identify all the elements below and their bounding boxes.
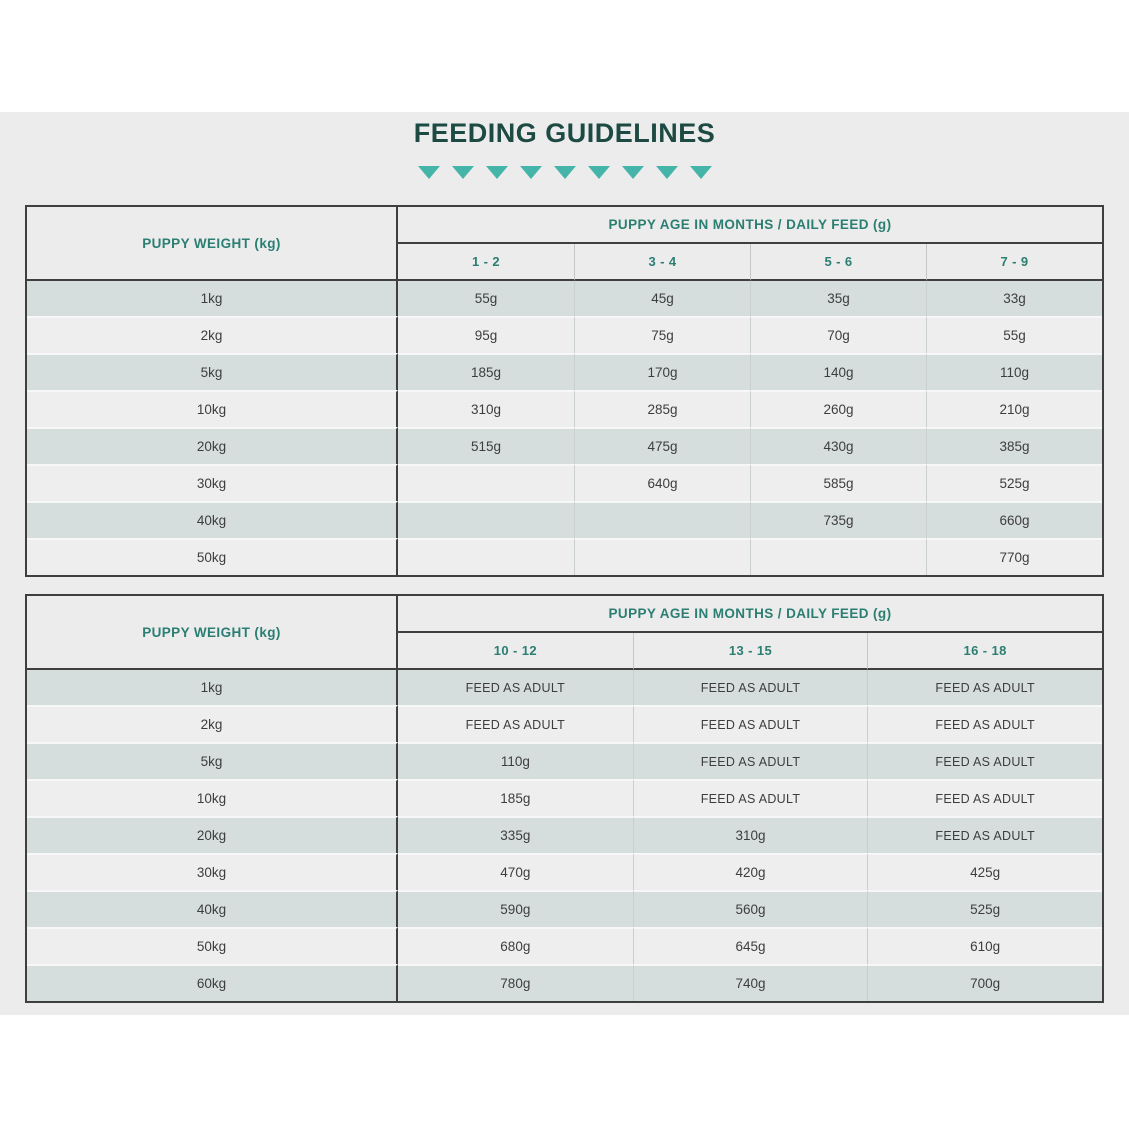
table-row (27, 353, 1102, 390)
weight-cell: 10kg (27, 779, 398, 816)
daily-feed-cell: 55g (398, 281, 574, 316)
daily-feed-cell: FEED AS ADULT (867, 816, 1102, 853)
daily-feed-cell: 185g (398, 779, 633, 816)
table-row (27, 390, 1102, 427)
weight-cell: 40kg (27, 501, 398, 538)
daily-feed-cell: 735g (750, 501, 926, 538)
feeding-table-months-10-18 (25, 594, 1104, 1003)
table-row (27, 316, 1102, 353)
table-row (27, 705, 1102, 742)
content-band (0, 112, 1129, 1015)
daily-feed-cell: FEED AS ADULT (867, 779, 1102, 816)
weight-cell: 5kg (27, 353, 398, 390)
daily-feed-cell: 525g (867, 890, 1102, 927)
daily-feed-cell: 110g (926, 353, 1102, 390)
daily-feed-cell (750, 538, 926, 575)
age-range-column-header: 7 - 9 (926, 244, 1102, 281)
table-row (27, 853, 1102, 890)
weight-cell: 50kg (27, 927, 398, 964)
daily-feed-cell: FEED AS ADULT (867, 670, 1102, 705)
daily-feed-cell: 740g (633, 964, 868, 1001)
daily-feed-cell (574, 538, 750, 575)
age-range-column-header: 13 - 15 (633, 633, 868, 670)
daily-feed-cell: 660g (926, 501, 1102, 538)
weight-cell: 1kg (27, 670, 398, 705)
daily-feed-cell: 140g (750, 353, 926, 390)
down-triangle-icon (690, 166, 712, 179)
daily-feed-cell: 285g (574, 390, 750, 427)
table-row (27, 427, 1102, 464)
table-row (27, 538, 1102, 575)
daily-feed-cell: 525g (926, 464, 1102, 501)
table-row (27, 816, 1102, 853)
down-triangle-icon (418, 166, 440, 179)
daily-feed-cell: 585g (750, 464, 926, 501)
weight-cell: 5kg (27, 742, 398, 779)
daily-feed-cell: 475g (574, 427, 750, 464)
daily-feed-cell: 170g (574, 353, 750, 390)
down-triangle-icon (622, 166, 644, 179)
daily-feed-cell: 420g (633, 853, 868, 890)
daily-feed-cell: 35g (750, 281, 926, 316)
daily-feed-cell (398, 501, 574, 538)
daily-feed-cell: FEED AS ADULT (633, 670, 868, 705)
daily-feed-cell: 610g (867, 927, 1102, 964)
table-row (27, 927, 1102, 964)
puppy-age-header: PUPPY AGE IN MONTHS / DAILY FEED (g) (398, 596, 1102, 633)
daily-feed-cell: 770g (926, 538, 1102, 575)
daily-feed-cell: FEED AS ADULT (398, 705, 633, 742)
daily-feed-cell: 590g (398, 890, 633, 927)
daily-feed-cell: 385g (926, 427, 1102, 464)
daily-feed-cell: 560g (633, 890, 868, 927)
daily-feed-cell: 780g (398, 964, 633, 1001)
age-range-column-header: 10 - 12 (398, 633, 633, 670)
weight-cell: 50kg (27, 538, 398, 575)
down-triangle-icon (486, 166, 508, 179)
weight-cell: 1kg (27, 281, 398, 316)
weight-cell: 2kg (27, 705, 398, 742)
feeding-table-months-1-9 (25, 205, 1104, 577)
table-row (27, 501, 1102, 538)
table-row (27, 890, 1102, 927)
weight-cell: 40kg (27, 890, 398, 927)
weight-cell: 60kg (27, 964, 398, 1001)
weight-cell: 2kg (27, 316, 398, 353)
puppy-weight-header: PUPPY WEIGHT (kg) (27, 596, 398, 670)
table-row (27, 742, 1102, 779)
daily-feed-cell: 335g (398, 816, 633, 853)
daily-feed-cell: 310g (633, 816, 868, 853)
age-range-column-header: 1 - 2 (398, 244, 574, 281)
down-triangle-icon (554, 166, 576, 179)
down-triangle-icon (452, 166, 474, 179)
daily-feed-cell: 515g (398, 427, 574, 464)
puppy-weight-header: PUPPY WEIGHT (kg) (27, 207, 398, 281)
daily-feed-cell: 680g (398, 927, 633, 964)
table-row (27, 964, 1102, 1001)
daily-feed-cell: 260g (750, 390, 926, 427)
daily-feed-cell: 210g (926, 390, 1102, 427)
daily-feed-cell: FEED AS ADULT (633, 742, 868, 779)
daily-feed-cell: 310g (398, 390, 574, 427)
age-range-column-header: 16 - 18 (867, 633, 1102, 670)
daily-feed-cell (574, 501, 750, 538)
daily-feed-cell: 55g (926, 316, 1102, 353)
daily-feed-cell: 95g (398, 316, 574, 353)
daily-feed-cell: 185g (398, 353, 574, 390)
daily-feed-cell: 700g (867, 964, 1102, 1001)
daily-feed-cell: 640g (574, 464, 750, 501)
daily-feed-cell: 425g (867, 853, 1102, 890)
age-range-column-header: 3 - 4 (574, 244, 750, 281)
daily-feed-cell: FEED AS ADULT (633, 779, 868, 816)
table-row (27, 670, 1102, 705)
daily-feed-cell: FEED AS ADULT (867, 705, 1102, 742)
feeding-table (25, 205, 1104, 577)
weight-cell: 20kg (27, 816, 398, 853)
daily-feed-cell: 70g (750, 316, 926, 353)
table-row (27, 464, 1102, 501)
table-row (27, 281, 1102, 316)
weight-cell: 30kg (27, 464, 398, 501)
puppy-age-header: PUPPY AGE IN MONTHS / DAILY FEED (g) (398, 207, 1102, 244)
weight-cell: 20kg (27, 427, 398, 464)
weight-cell: 10kg (27, 390, 398, 427)
daily-feed-cell (398, 538, 574, 575)
daily-feed-cell: FEED AS ADULT (867, 742, 1102, 779)
table-row (27, 779, 1102, 816)
daily-feed-cell (398, 464, 574, 501)
daily-feed-cell: 645g (633, 927, 868, 964)
feeding-table (25, 594, 1104, 1003)
daily-feed-cell: 45g (574, 281, 750, 316)
daily-feed-cell: FEED AS ADULT (633, 705, 868, 742)
weight-cell: 30kg (27, 853, 398, 890)
triangle-divider (0, 166, 1129, 180)
daily-feed-cell: FEED AS ADULT (398, 670, 633, 705)
daily-feed-cell: 430g (750, 427, 926, 464)
down-triangle-icon (656, 166, 678, 179)
daily-feed-cell: 33g (926, 281, 1102, 316)
age-range-column-header: 5 - 6 (750, 244, 926, 281)
down-triangle-icon (588, 166, 610, 179)
daily-feed-cell: 75g (574, 316, 750, 353)
down-triangle-icon (520, 166, 542, 179)
daily-feed-cell: 110g (398, 742, 633, 779)
daily-feed-cell: 470g (398, 853, 633, 890)
page-title: FEEDING GUIDELINES (413, 118, 716, 148)
